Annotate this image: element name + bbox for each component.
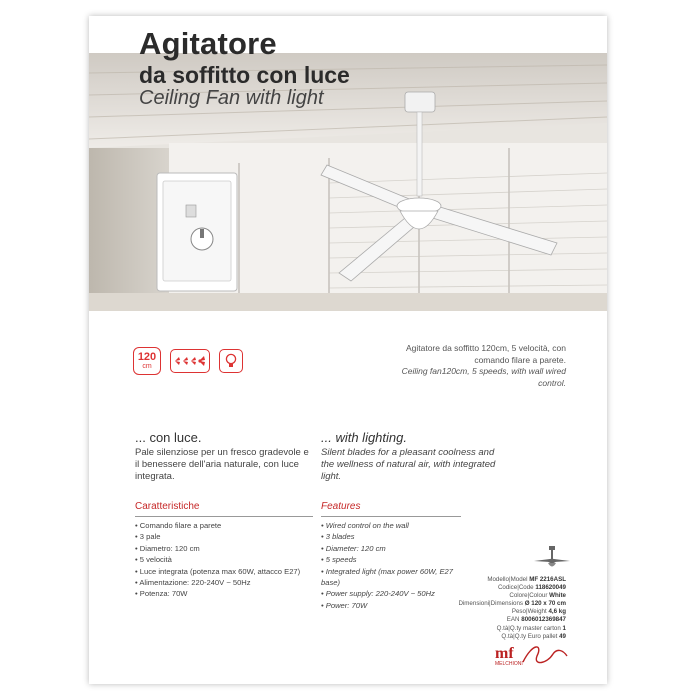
fan-speed-icon xyxy=(170,349,210,373)
spec-label: Colore|Colour xyxy=(509,592,548,600)
spec-label: Codice|Code xyxy=(497,584,534,592)
features-title-it: Caratteristiche xyxy=(135,501,313,517)
intro-text-en: Silent blades for a pleasant coolness and the wellness of natural air, with integrated light. xyxy=(321,447,496,482)
size-unit: cm xyxy=(142,363,152,370)
spec-table xyxy=(458,576,566,641)
feature-item: • Alimentazione: 220-240V ~ 50Hz xyxy=(135,577,320,588)
spec-label: Modello|Model xyxy=(487,576,528,583)
spec-value: 1 xyxy=(562,624,566,632)
feature-icons xyxy=(133,347,243,375)
spec-value: 4,6 kg xyxy=(548,608,566,616)
feature-item: • Potenza: 70W xyxy=(135,588,320,599)
spec-label: Peso|Weight xyxy=(511,608,547,616)
product-description xyxy=(376,343,566,389)
spec-label: EAN xyxy=(506,616,520,624)
spec-value: Ø 120 x 70 cm xyxy=(524,600,566,608)
spec-value: White xyxy=(549,592,566,600)
title-line-3: Ceiling Fan with light xyxy=(139,87,324,109)
feature-item: • Comando filare a parete xyxy=(135,520,320,531)
spec-value: 118620049 xyxy=(535,584,566,592)
spec-row xyxy=(458,616,566,624)
light-bulb-icon xyxy=(219,349,243,373)
intro-heading-en: ... with lighting. xyxy=(321,430,407,445)
feature-item: • 5 speeds xyxy=(321,554,471,565)
melchioni-family-logo xyxy=(493,636,573,676)
intro-text-it: Pale silenziose per un fresco gradevole e il benessere dell'aria naturale, con luce integrata. xyxy=(135,447,309,482)
title-line-1: Agitatore xyxy=(139,26,277,61)
feature-item: • Wired control on the wall xyxy=(321,520,471,531)
features-list-en xyxy=(321,520,471,611)
intro-heading-it: ... con luce. xyxy=(135,430,202,445)
spec-value: MF 2216ASL xyxy=(529,576,566,583)
spec-row xyxy=(458,592,566,600)
feature-item: • 3 blades xyxy=(321,531,471,542)
feature-item: • 5 velocità xyxy=(135,554,320,565)
spec-value: 8006012369847 xyxy=(521,616,566,624)
spec-row xyxy=(458,625,566,633)
description-en: Ceiling fan120cm, 5 speeds, with wall wired control. xyxy=(401,366,566,388)
feature-item: • Power supply: 220-240V ~ 50Hz xyxy=(321,588,471,599)
size-icon xyxy=(133,347,161,375)
feature-item: • 3 pale xyxy=(135,531,320,542)
description-it: Agitatore da soffitto 120cm, 5 velocità, con comando filare a parete. xyxy=(405,343,566,365)
features-title-en: Features xyxy=(321,501,461,517)
svg-text:mf: mf xyxy=(495,645,514,662)
spec-row xyxy=(458,608,566,616)
fan-thumbnail-icon xyxy=(532,544,572,574)
spec-row xyxy=(458,600,566,608)
spec-label: Dimensioni|Dimensions xyxy=(458,600,523,608)
product-sheet xyxy=(89,16,607,684)
spec-label: Q.tà|Q.ty Euro pallet xyxy=(501,632,558,640)
spec-label: Q.tà|Q.ty master carton xyxy=(496,624,561,632)
feature-item: • Integrated light (max power 60W, E27 base) xyxy=(321,566,471,589)
feature-item: • Diameter: 120 cm xyxy=(321,543,471,554)
feature-item: • Diametro: 120 cm xyxy=(135,543,320,554)
feature-item: • Power: 70W xyxy=(321,600,471,611)
spec-row xyxy=(458,584,566,592)
size-value: 120 xyxy=(137,351,157,363)
title-line-2: da soffitto con luce xyxy=(139,62,350,88)
spec-row xyxy=(458,576,566,584)
features-list-it xyxy=(135,520,320,600)
svg-text:MELCHIONI: MELCHIONI xyxy=(495,661,523,667)
feature-item: • Luce integrata (potenza max 60W, attacco E27) xyxy=(135,566,320,577)
spec-value: 49 xyxy=(559,632,566,640)
